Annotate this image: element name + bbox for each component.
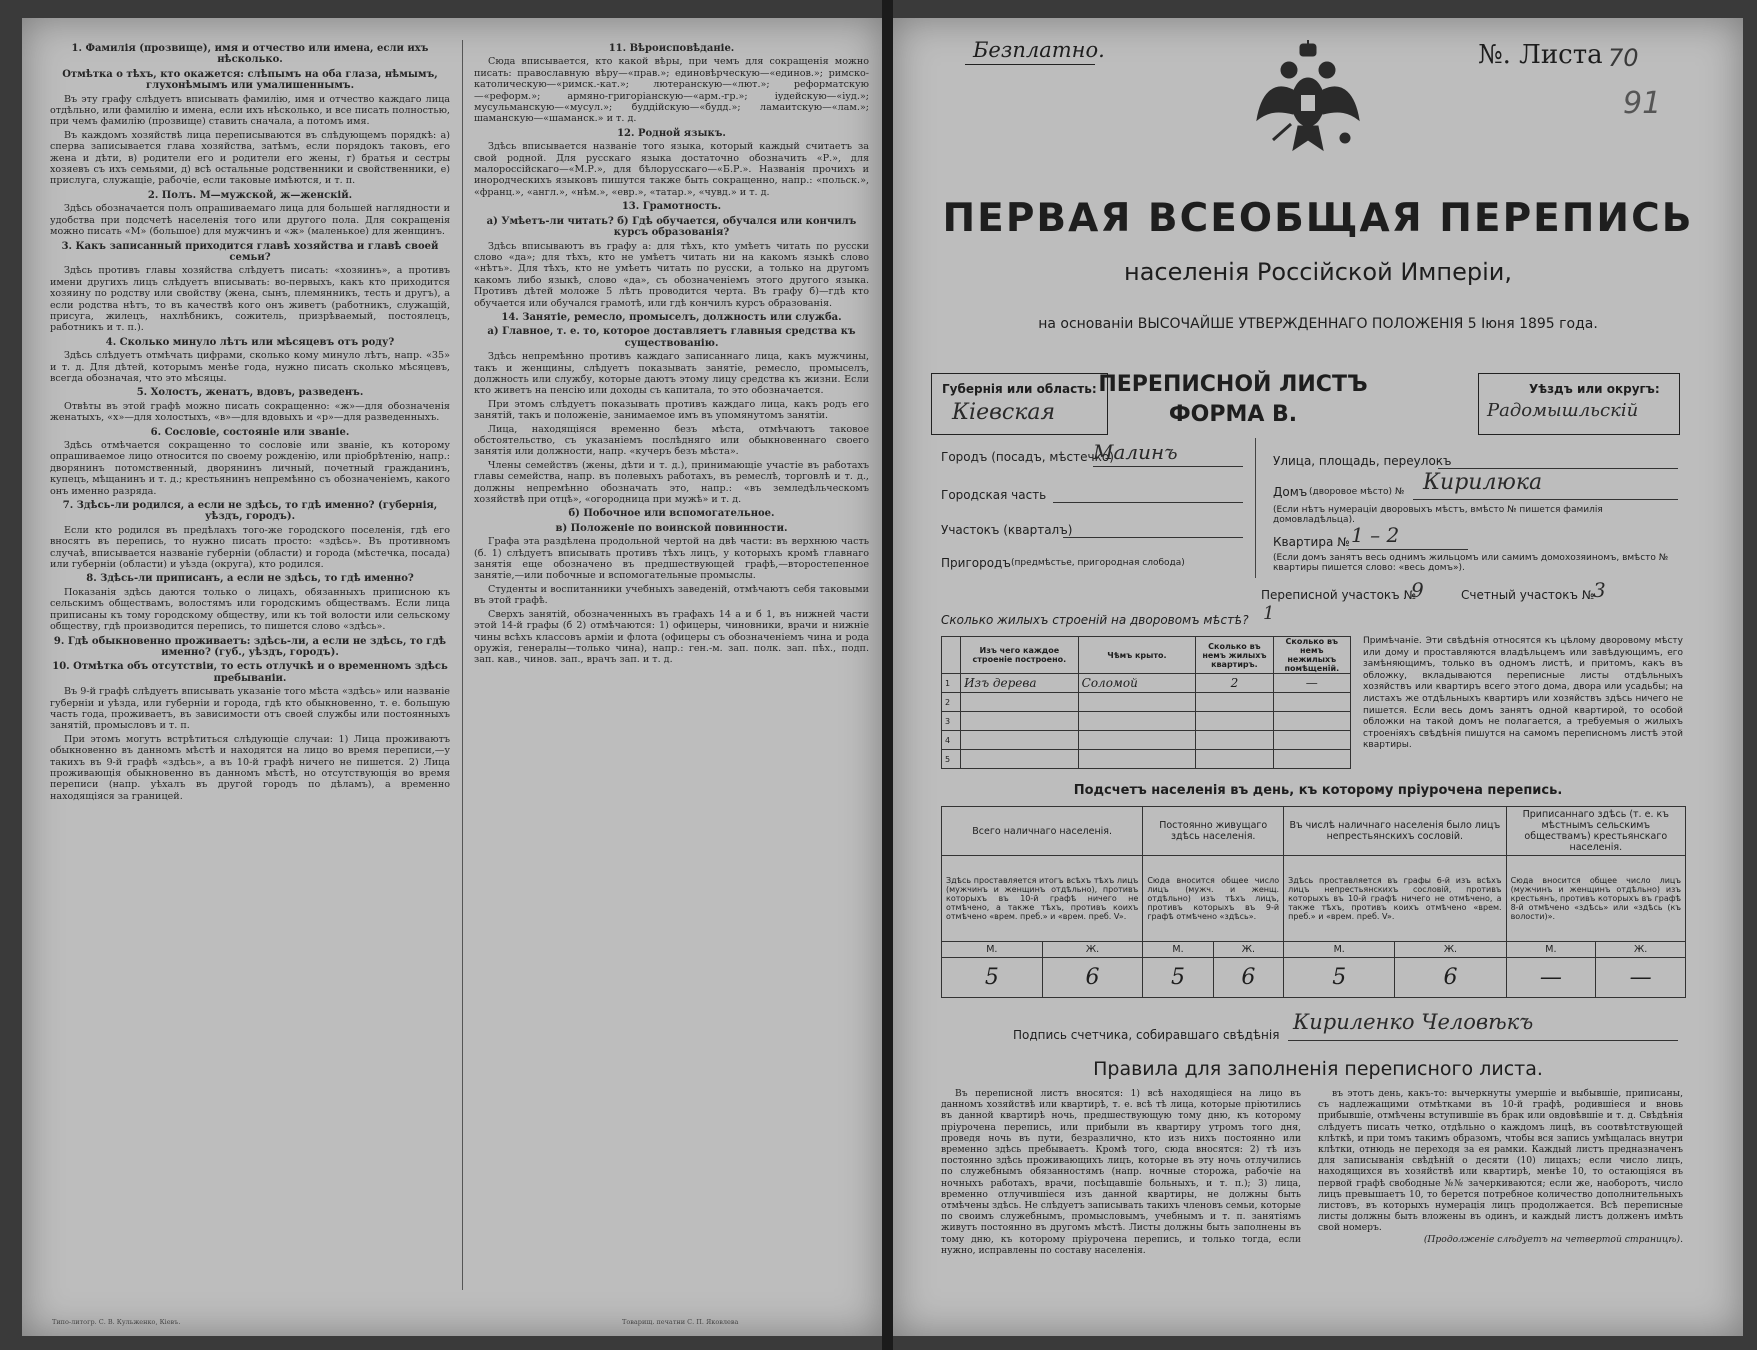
printer-imprint-right: Товарищ. печатни С. П. Яковлева [622, 1318, 739, 1326]
guberniya-label: Губернія или область: [942, 382, 1097, 396]
buildings-row [942, 674, 1351, 693]
sheet-number-value: 70 [1608, 44, 1639, 72]
instruction-heading: 9. Гдѣ обыкновенно проживаетъ: здѣсь-ли, а если не здѣсь, то гдѣ именно? (губ., уѣздъ, городъ). [53, 635, 447, 658]
buildings-label: Сколько жилыхъ строеній на дворовомъ мѣстѣ? [941, 613, 1249, 627]
female-column-label: Ж. [1213, 942, 1283, 958]
instruction-paragraph: Сюда вписывается, кто какой вѣры, при чемъ для сокращенія можно писать: православную вѣру—«прав.»; единовѣрческую—«единов.»; римско-католическую—«римск.-кат.»; лютеранскую—«лют.»; реформатскую—«реформ.»; армяно-григоріанскую—«арм.-гр.»; іудейскую—«іуд.»; мусульманскую—«мусул.»; буддійскую—«будд.»; ламаитскую—«лам.»; шаманскую—«шаманск.» и т. д. [474, 56, 869, 125]
buildings-cell-roof [1078, 731, 1196, 750]
buildings-cell-apts [1196, 712, 1273, 731]
instruction-paragraph: Въ 9-й графѣ слѣдуетъ вписывать указаніе того мѣста «здѣсь» или названіе губерніи и уѣзда, или губерніи и города, гдѣ кто обыкновенно, т. е. большую часть года, проживаетъ, въ зависимости отъ своей службы или постоянныхъ занятій, промысловъ и т. п. [50, 686, 450, 732]
form-title-main: ПЕРЕПИСНОЙ ЛИСТЪ [1098, 372, 1368, 397]
plot-underline [1063, 537, 1243, 538]
uezd-value: Радомышльскій [1487, 400, 1639, 421]
instruction-paragraph: Въ эту графу слѣдуетъ вписывать фамилію, имя и отчество каждаго лица отдѣльно, или фамилію и имена, если ихъ нѣсколько, и все писать полностью, при чемъ фамилію (прозвище) ставить сначала, а потомъ имя. [50, 93, 450, 128]
buildings-cell-nonres [1273, 750, 1350, 769]
buildings-cell-n: 3 [942, 712, 961, 731]
population-count-title: Подсчетъ населенія въ день, къ которому пріурочена перепись. [1073, 783, 1563, 798]
instruction-heading: б) Побочное или вспомогательное. [568, 508, 775, 520]
instruction-paragraph: Члены семействъ (жены, дѣти и т. д.), принимающіе участіе въ работахъ главы семейства, напр. въ полевыхъ работахъ, въ ремеслѣ, торговлѣ и т. д., должны непремѣнно обозначать это, напр.: «въ земледѣльческомъ хозяйствѣ при отцѣ», «огородница при мужѣ» и т. д. [474, 459, 869, 506]
street-underline [1438, 468, 1678, 469]
buildings-cell-nonres: — [1273, 674, 1350, 693]
population-description: Здѣсь проставляется въ графы 6-й изъ всѣхъ лицъ непрестьянскихъ сословій, противъ которыхъ въ 10-й графѣ ничего не отмѣчено, а также тѣхъ, противъ коихъ отмѣчено «врем. преб.» и «врем. преб. V». [1284, 856, 1506, 942]
male-column-label: М. [942, 942, 1043, 958]
buildings-cell-roof [1078, 693, 1196, 712]
instruction-paragraph: При этомъ слѣдуетъ показывать противъ каждаго лица, какъ родъ его занятій, такъ и положеніе, занимаемое имъ въ упомянутомъ занятіи. [474, 398, 869, 422]
buildings-row [942, 750, 1351, 769]
census-basis: на основаніи ВЫСОЧАЙШЕ УТВЕРЖДЕННАГО ПОЛОЖЕНІЯ 5 Іюня 1895 года. [1038, 316, 1598, 332]
instruction-heading: 7. Здѣсь-ли родился, а если не здѣсь, то гдѣ именно? (губернія, уѣздъ, городъ). [62, 500, 438, 523]
apartment-note: (Если домъ занятъ весь однимъ жильцомъ или самимъ домохозяиномъ, вмѣсто № квартиры пишется слово: «весь домъ»). [1273, 553, 1669, 573]
population-header: Въ числѣ наличнаго населенія было лицъ непрестьянскихъ сословій. [1284, 807, 1506, 856]
book-gutter [882, 0, 893, 1350]
instruction-heading: 3. Какъ записанный приходится главѣ хозяйства и главѣ своей семьи? [61, 240, 439, 263]
bt-header-nonres: Сколько въ немъ нежилыхъ помѣщеній. [1273, 637, 1350, 674]
instruction-heading: в) Положеніе по воинской повинности. [555, 522, 788, 534]
buildings-table [941, 636, 1351, 769]
population-value: — [1596, 958, 1686, 998]
free-label: Безплатно. [973, 38, 1105, 62]
instruction-heading: 8. Здѣсь-ли приписанъ, а если не здѣсь, то гдѣ именно? [86, 573, 414, 585]
free-underline [965, 64, 1095, 65]
instruction-heading: 10. Отмѣтка объ отсутствіи, то есть отлучкѣ и о временномъ здѣсь пребываніи. [52, 661, 448, 684]
buildings-cell-nonres [1273, 731, 1350, 750]
rules-column-right [1318, 1088, 1683, 1245]
buildings-cell-material [961, 693, 1079, 712]
bt-header-roof: Чѣмъ крыто. [1078, 637, 1196, 674]
buildings-cell-material [961, 712, 1079, 731]
instruction-heading: 12. Родной языкъ. [617, 127, 726, 139]
population-description: Здѣсь проставляется итогъ всѣхъ тѣхъ лицъ (мужчинъ и женщинъ отдѣльно), противъ которыхъ въ 10-й графѣ ничего не отмѣчено, а также тѣхъ, противъ коихъ отмѣчено «врем. преб.» и «врем. преб. V». [942, 856, 1143, 942]
buildings-cell-n: 1 [942, 674, 961, 693]
guberniya-box [931, 373, 1108, 435]
buildings-cell-roof: Соломой [1078, 674, 1196, 693]
instruction-paragraph: Здѣсь обозначается полъ опрашиваемаго лица для большей наглядности и удобства при подсчетѣ населенія того или другого пола. Для сокращенія можно писать «М» (большое) для мужчинъ и «ж» (маленькое) для женщинъ. [50, 203, 450, 238]
instruction-paragraph: Здѣсь слѣдуетъ отмѣчать цифрами, сколько кому минуло лѣтъ, напр. «35» и т. д. Для дѣтей, которымъ менѣе года, нужно писать сколько мѣсяцевъ, всегда обозначая, что это мѣсяцы. [50, 350, 450, 384]
uezd-box [1478, 373, 1680, 435]
population-description: Сюда вносится общее число лицъ (мужч. и женщ. отдѣльно) изъ тѣхъ лицъ, противъ которыхъ въ 9-й графѣ отмѣчено «здѣсь». [1143, 856, 1284, 942]
house-label: Домъ [1273, 485, 1308, 499]
population-header: Всего наличнаго населенія. [942, 807, 1143, 856]
population-header: Приписаннаго здѣсь (т. е. къ мѣстнымъ сельскимъ обществамъ) крестьянскаго населенія. [1506, 807, 1685, 856]
printer-imprint-left: Типо-литогр. С. В. Кульженко, Кіевъ. [52, 1318, 181, 1326]
buildings-cell-material [961, 731, 1079, 750]
census-title: ПЕРВАЯ ВСЕОБЩАЯ ПЕРЕПИСЬ [942, 196, 1694, 241]
male-column-label: М. [1506, 942, 1596, 958]
bt-header-material: Изъ чего каждое строеніе построено. [961, 637, 1079, 674]
instruction-paragraph: Графа эта раздѣлена продольной чертой на двѣ части: въ верхнюю часть (б. 1) слѣдуетъ вписывать противъ тѣхъ лицъ, у которыхъ кромѣ главнаго занятія еще обозначено въ предшествующей графѣ,—второстепенное занятіе,—или побочные и вспомогательные промыслы. [474, 536, 869, 582]
population-value: 5 [1284, 958, 1395, 998]
population-value: — [1506, 958, 1596, 998]
buildings-cell-material: Изъ дерева [961, 674, 1079, 693]
population-value: 6 [1213, 958, 1283, 998]
buildings-cell-roof [1078, 750, 1196, 769]
instruction-paragraph: При этомъ могутъ встрѣтиться слѣдующіе случаи: 1) Лица проживаютъ обыкновенно въ данномъ мѣстѣ и находятся на лицо во время переписи,—у такихъ въ 9-й графѣ «здѣсь», а въ 10-й графѣ ничего не пишется. 2) Лица проживающія обыкновенно въ данномъ мѣстѣ, но отсутствующія во время переписи (напр. уѣхалъ въ другой городъ по дѣламъ), а временно находящіяся за границей. [50, 733, 450, 802]
instruction-heading: 5. Холостъ, женатъ, вдовъ, разведенъ. [136, 387, 364, 399]
column-divider [462, 40, 463, 1290]
suburb-label: Пригородъ [941, 556, 1011, 570]
signature-underline [1288, 1040, 1678, 1041]
population-value: 5 [942, 958, 1043, 998]
buildings-cell-apts [1196, 731, 1273, 750]
rules-footer: (Продолженіе слѣдуетъ на четвертой страницѣ). [1423, 1233, 1683, 1245]
count-district-value: 3 [1593, 578, 1606, 602]
instruction-paragraph: Здѣсь вписываютъ въ графу а: для тѣхъ, кто умѣетъ читать по русски слово «да»; для тѣхъ, кто не умѣетъ читать ни на какомъ языкѣ слово «нѣтъ». Для тѣхъ, кто не умѣетъ читать по русски, а только на другомъ какомъ либо языкѣ, слово «да», съ обозначеніемъ этого другого языка. Противъ дѣтей моложе 5 лѣтъ проводится черта. Въ графу б)—гдѣ кто обучается или обучался грамотѣ, или гдѣ кончилъ курсъ образованія. [474, 240, 869, 309]
buildings-cell-nonres [1273, 712, 1350, 731]
form-title-name: ФОРМА В. [1168, 402, 1298, 427]
form-title [1093, 370, 1373, 430]
population-table [941, 806, 1686, 998]
apartment-label: Квартира № [1273, 535, 1350, 549]
instructions-column-2 [474, 40, 869, 668]
house-note: (Если нѣтъ нумераціи дворовыхъ мѣстъ, вмѣсто № пишется фамилія домовладѣльца). [1273, 505, 1603, 525]
instruction-paragraph: Здѣсь непремѣнно противъ каждаго записаннаго лица, какъ мужчины, такъ и женщины, слѣдуетъ показывать занятіе, ремесло, промыселъ, должность или службу, которые даютъ этому лицу средства къ жизни. Если кто живетъ на пенсію или доходы съ капитала, то это обозначается. [474, 351, 869, 397]
buildings-row [942, 693, 1351, 712]
buildings-cell-apts: 2 [1196, 674, 1273, 693]
population-value: 6 [1395, 958, 1506, 998]
rules-right-text: въ этотъ день, какъ-то: вычеркнуты умершіе и выбывшіе, приписаны, съ надлежащими отмѣтками въ 10-й графѣ, родившіеся и вновь прибывшіе, отмѣчены вступившіе въ брак или овдовѣвшіе и т. д. Свѣдѣнія слѣдуетъ писать четко, отдѣльно о каждомъ лицѣ, въ соотвѣтствующей клѣткѣ, и при томъ такимъ образомъ, чтобы вся запись умѣщалась внутри клѣтки, отнюдь не переходя за ея рамки. Каждый листъ предназначенъ для записыванія свѣдѣній о десяти (10) лицахъ; если число лицъ, находящихся въ хозяйствѣ или квартирѣ, менѣе 10, то остающіяся въ первой графѣ свободные №№ зачеркиваются; если же, наоборотъ, число лицъ превышаетъ 10, то берется потребное количество дополнительныхъ листовъ, въ которыхъ нумерація лицъ продолжается. Всѣ переписные листы должны быть вложены въ одинъ, и каждый листъ долженъ имѣть свой номеръ. [1318, 1088, 1683, 1234]
female-column-label: Ж. [1596, 942, 1686, 958]
house-value: Кирилюка [1423, 470, 1543, 495]
plot-label: Участокъ (кварталъ) [941, 523, 1073, 537]
buildings-row [942, 712, 1351, 731]
instruction-paragraph: Здѣсь вписывается названіе того языка, который каждый считаетъ за свой родной. Для русскаго языка достаточно обозначить «Р.», для малороссійскаго—«М.Р.», для бѣлорусскаго—«Б.Р.». Названія прочихъ и инородческихъ языковъ пишутся также быть сокращенно, напр.: «польск.», «франц.», «англ.», «нѣм.», «евр.», «татар.», «чувд.» и т. д. [474, 141, 869, 198]
instruction-paragraph: Если кто родился въ предѣлахъ того-же городского поселенія, гдѣ его вносятъ въ перепись, то нужно писать просто: «здѣсь». Въ противномъ случаѣ, вписывается названіе губерніи (области) и города (мѣстечка, посада) или губерніи (области) и уѣзда (округа), кто родился. [50, 524, 450, 571]
buildings-value: 1 [1263, 603, 1275, 624]
population-value: 6 [1042, 958, 1143, 998]
male-column-label: М. [1284, 942, 1395, 958]
buildings-footnote: Примѣчаніе. Эти свѣдѣнія относятся къ цѣлому дворовому мѣсту или дому и проставляются владѣльцемъ или завѣдующимъ, его замѣняющимъ, только въ одномъ листѣ, и притомъ, какъ въ обложку, вкладываются переписные листы отдѣльныхъ хозяйствъ или квартиръ всего этого дома, двора или усадьбы; на листахъ же отдѣльныхъ квартиръ или хозяйствъ здѣсь ничего не пишется. Если весь домъ занятъ одной квартирой, то особой обложки на такой домъ не полагается, а требуемыя о жилыхъ строеніяхъ свѣдѣнія пишутся на самомъ переписномъ листѣ этой квартиры. [1363, 636, 1683, 751]
bt-header-apts: Сколько въ немъ жилыхъ квартиръ. [1196, 637, 1273, 674]
instruction-heading: 11. Вѣроисповѣданіе. [608, 43, 735, 54]
left-page [22, 18, 882, 1336]
house-hint: (дворовое мѣсто) № [1309, 487, 1405, 497]
apartment-underline [1348, 549, 1468, 550]
instruction-paragraph: Студенты и воспитанники учебныхъ заведеній, отмѣчаютъ себя таковыми въ этой графѣ. [474, 583, 869, 607]
right-page [893, 18, 1743, 1336]
instruction-heading: Отмѣтка о тѣхъ, кто окажется: слѣпымъ на оба глаза, нѣмымъ, глухонѣмымъ или умалишеннымъ. [62, 68, 438, 92]
instruction-heading: 6. Сословіе, состояніе или званіе. [150, 426, 350, 438]
instruction-heading: 1. Фамилія (прозвище), имя и отчество или имена, если ихъ нѣсколько. [71, 43, 429, 66]
female-column-label: Ж. [1042, 942, 1143, 958]
instruction-paragraph: Лица, находящіяся временно безъ мѣста, отмѣчаютъ таковое обстоятельство, съ указаніемъ послѣдняго или обыкновеннаго своего занятія или должности, напр. «кучеръ безъ мѣста». [474, 423, 869, 458]
buildings-cell-n: 4 [942, 731, 961, 750]
count-district-label: Счетный участокъ № [1461, 588, 1595, 602]
city-underline [1093, 466, 1243, 467]
male-column-label: М. [1143, 942, 1213, 958]
instructions-column-1 [50, 40, 450, 804]
buildings-cell-n: 5 [942, 750, 961, 769]
buildings-cell-n: 2 [942, 693, 961, 712]
signature-label: Подпись счетчика, собиравшаго свѣдѣнія [1013, 1028, 1280, 1042]
buildings-row [942, 731, 1351, 750]
instruction-paragraph: Сверхъ занятій, обозначенныхъ въ графахъ 14 а и б 1, въ нижней части этой 14-й графы (б 2) отмѣчаются: 1) офицеры, чиновники, врачи и нижніе чины всѣхъ классовъ арміи и флота (офицеры съ обозначеніемъ чина и рода оружія, генералы—только чина), напр.: ген.-м. зап. полк. зап. пѣх., подп. зап. кав., чинов. зап., врачъ зап. и т. д. [474, 608, 869, 666]
rules-left-text: Въ переписной листъ вносятся: 1) всѣ находящіеся на лицо въ данномъ хозяйствѣ или квартирѣ, т. е. всѣ тѣ лица, которые пріютились въ данной квартирѣ ночь, предшествующую тому дню, къ которому пріурочена перепись, или прибыли въ квартиру утромъ того дня, проведя ночь въ пути, безразлично, кто изъ нихъ постоянно или временно здѣсь пребываетъ. Кромѣ того, сюда вносятся: 2) тѣ изъ постоянно здѣсь проживающихъ лицъ, которые въ эту ночь отлучились по служебнымъ обязанностямъ (напр. ночные сторожа, рабочіе на ночныхъ работахъ, врачи, посѣщавшіе больныхъ, и т. п.); 3) лица, временно отлучившіеся изъ данной квартиры, не должны быть отмѣчены здѣсь. Не слѣдуетъ записывать такихъ членовъ семьи, которые по своимъ служебнымъ, промысловымъ, учебнымъ и т. п. занятіямъ живутъ постоянно въ другомъ мѣстѣ. Листы должны быть заполнены въ тому дню, къ которому пріурочена перепись, и только тогда, если нужно, исправлены по составу населенія. [941, 1088, 1301, 1256]
census-district-label: Переписной участокъ № [1261, 588, 1416, 602]
sheet-number-value-2: 91 [1623, 86, 1662, 121]
female-column-label: Ж. [1395, 942, 1506, 958]
instruction-heading: 2. Полъ. М—мужской, ж—женскій. [147, 189, 353, 201]
address-divider [1255, 438, 1256, 578]
buildings-cell-roof [1078, 712, 1196, 731]
instruction-heading: 14. Занятіе, ремесло, промыселъ, должность или служба. [501, 311, 842, 323]
city-value: Малинъ [1093, 440, 1178, 464]
instruction-paragraph: Въ каждомъ хозяйствѣ лица переписываются въ слѣдующемъ порядкѣ: а) сперва записывается глава хозяйства, затѣмъ, если порядокъ таковъ, его жена и дѣти, в) родители его и родители его жены, г) братья и сестры хозяевъ съ ихъ семьями, д) всѣ остальные родственники и свойственники, е) прислуга, служащіе, рабочіе, если таковые имѣются, и т. п. [50, 129, 450, 187]
instruction-heading: 13. Грамотность. [621, 201, 722, 213]
instruction-heading: а) Умѣетъ-ли читать? б) Гдѣ обучается, обучался или кончилъ курсъ образованія? [486, 215, 857, 239]
buildings-cell-material [961, 750, 1079, 769]
bt-num-header [942, 637, 961, 674]
uezd-label: Уѣздъ или округъ: [1529, 382, 1660, 396]
census-district-value: 9 [1411, 578, 1424, 602]
population-value: 5 [1143, 958, 1213, 998]
rules-column-left [941, 1088, 1301, 1256]
instruction-paragraph: Показанія здѣсь даются только о лицахъ, обязанныхъ приписною къ сельскимъ обществамъ, волостямъ или городскимъ обществамъ. Если лица приписаны къ тому городскому обществу, или къ той волости или сельскому обществу, гдѣ производится перепись, то пишется слово «здѣсь». [50, 586, 450, 633]
double-headed-eagle-emblem [1253, 40, 1363, 170]
city-part-underline [1053, 502, 1243, 503]
house-underline [1413, 499, 1678, 500]
suburb-hint: (предмѣстье, пригородная слобода) [1011, 558, 1185, 568]
population-header: Постоянно живущаго здѣсь населенія. [1143, 807, 1284, 856]
buildings-cell-nonres [1273, 693, 1350, 712]
instruction-paragraph: Здѣсь противъ главы хозяйства слѣдуетъ писать: «хозяинъ», а противъ имени другихъ лицъ слѣдуетъ вписывать: во-первыхъ, какъ кто приходится хозяину по родству или свойству (жена, сынъ, племянникъ, тесть и другъ), а если родства нѣтъ, то въ качествѣ кого онъ живетъ (работникъ, служащій, присуга, жилецъ, нахлѣбникъ, сожитель, призрѣваемый, постоялецъ, работникъ и т. п.). [50, 265, 450, 334]
population-description: Сюда вносится общее число лицъ (мужчинъ и женщинъ отдѣльно) изъ крестьянъ, противъ которыхъ въ графѣ 8-й отмѣчено «здѣсь» или «здѣсь (къ волости)». [1506, 856, 1685, 942]
sheet-number-label: №. Листа [1478, 40, 1603, 70]
buildings-cell-apts [1196, 693, 1273, 712]
census-subtitle: населенія Россійской Имперіи, [1124, 258, 1512, 286]
signature-value: Кириленко Человѣкъ [1293, 1010, 1534, 1034]
apartment-value: 1 – 2 [1351, 523, 1400, 547]
city-label: Городъ (посадъ, мѣстечко) [941, 450, 1114, 464]
buildings-cell-apts [1196, 750, 1273, 769]
guberniya-value: Кіевская [952, 400, 1056, 425]
rules-title: Правила для заполненія переписного листа. [1093, 1058, 1543, 1080]
city-part-label: Городская часть [941, 488, 1047, 502]
instruction-heading: а) Главное, т. е. то, которое доставляетъ главныя средства къ существованію. [487, 326, 856, 349]
buildings-table-body [942, 674, 1351, 769]
street-label: Улица, площадь, переулокъ [1273, 454, 1452, 468]
instruction-heading: 4. Сколько минуло лѣтъ или мѣсяцевъ отъ роду? [105, 336, 395, 348]
instruction-paragraph: Здѣсь отмѣчается сокращенно то сословіе или званіе, къ которому опрашиваемое лицо относится по своему рожденію, или пріобрѣтенію, напр.: дворянинъ потомственный, дворянинъ личный, почетный гражданинъ, купецъ, мѣщанинъ и т. д.; крестьянинъ непремѣнно съ обозначеніемъ, какого онъ именно разряда. [50, 440, 450, 497]
instruction-paragraph: Отвѣты въ этой графѣ можно писать сокращенно: «ж»—для обозначенія женатыхъ, «х»—для холостыхъ, «в»—для вдовыхъ и «р»—для разведенныхъ. [50, 400, 450, 424]
